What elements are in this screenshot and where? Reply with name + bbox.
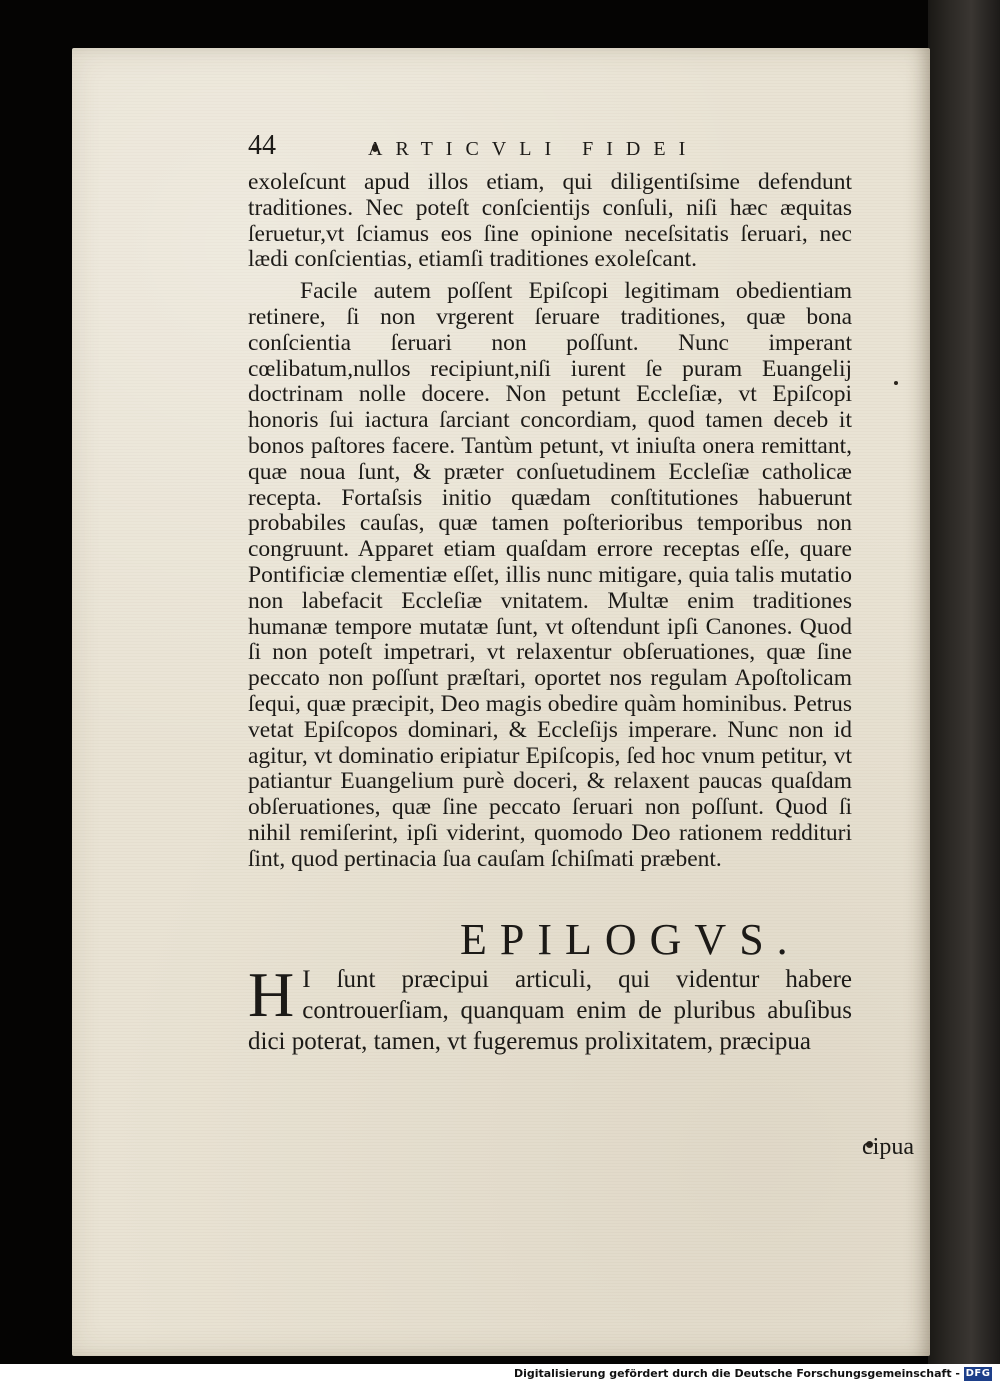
body-text xyxy=(248,170,852,873)
drop-cap: H xyxy=(248,959,295,1030)
epilogus-text: I ſunt præcipui articuli, qui videntur habere controuerſiam, quanquam enim de pluribus abuſibus dici poterat, tamen, vt fugeremus prolixitatem, præcipua xyxy=(248,966,852,1055)
book-edge xyxy=(928,0,1000,1364)
continuation-paragraph: exoleſcunt apud illos etiam, qui diligentiſsime defendunt traditiones. Nec poteſt conſcientijs conſuli, niſi hæc æquitas ſeruetur,vt ſciamus eos ſine opinione neceſsitatis ſeruari, nec lædi conſcientias, etiamſi traditiones exoleſcant. xyxy=(248,169,852,273)
catchword: cipua xyxy=(862,1134,914,1160)
page-number: 44 xyxy=(248,130,276,161)
main-paragraph: Facile autem poſſent Epiſcopi legitimam obedientiam retinere, ſi non vrgerent ſeruare traditiones, quæ bona conſcientia ſeruari non poſſunt. Nunc imperant cœlibatum,nullos recipiunt,niſi iurent ſe puram Euangelij doctrinam nolle docere. Non petunt Eccleſiæ, vt Epiſcopi honoris ſui iactura ſarciant concordiam, quod tamen deceb it bonos paſtores facere. Tantùm petunt, vt iniuſta onera remittant, quæ noua ſunt, & præter conſuetudinem Eccleſiæ catholicæ recepta. Fortaſsis initio quædam conſtitutiones habuerunt probabiles cauſas, quæ tamen poſterioribus temporibus non congruunt. Apparet etiam quaſdam errore receptas eſſe, quare Pontificiæ clementiæ eſſet, illis nunc mitigare, quia talis mutatio non labefacit Eccleſiæ vnitatem. Multæ enim traditiones humanæ tempore mutatæ ſunt, vt oſtendunt ipſi Canones. Quod ſi non poteſt impetrari, vt relaxentur obſeruationes, quæ ſine peccato non poſſunt præſtari, oportet nos regulam Apoſtolicam ſequi, quæ præcipit, Deo magis obedire quàm hominibus. Petrus vetat Epiſcopos dominari, & Eccleſijs imperare. Nunc non id agitur, vt dominatio eripiatur Epiſcopis, ſed hoc vnum petitur, vt patiantur Euangelium purè doceri, & relaxent paucas quaſdam obſeruationes, quæ ſine peccato ſeruari non poſſunt. Quod ſi nihil remiſerint, ipſi viderint, quomodo Deo rationem reddituri ſint, quod pertinacia ſua cauſam ſchiſmati præbent. xyxy=(248,278,852,872)
epilogus-paragraph xyxy=(248,959,852,1057)
dfg-logo-icon: DFG xyxy=(965,1368,991,1379)
footer-bar xyxy=(0,1364,1000,1384)
running-title: ARTICVLI FIDEI xyxy=(368,138,699,160)
ink-speck xyxy=(894,381,898,385)
funding-credit: Digitalisierung gefördert durch die Deutsche Forschungsgemeinschaft - xyxy=(513,1367,960,1380)
page-header xyxy=(248,130,828,170)
epilogus-heading: EPILOGVS. xyxy=(460,915,801,964)
